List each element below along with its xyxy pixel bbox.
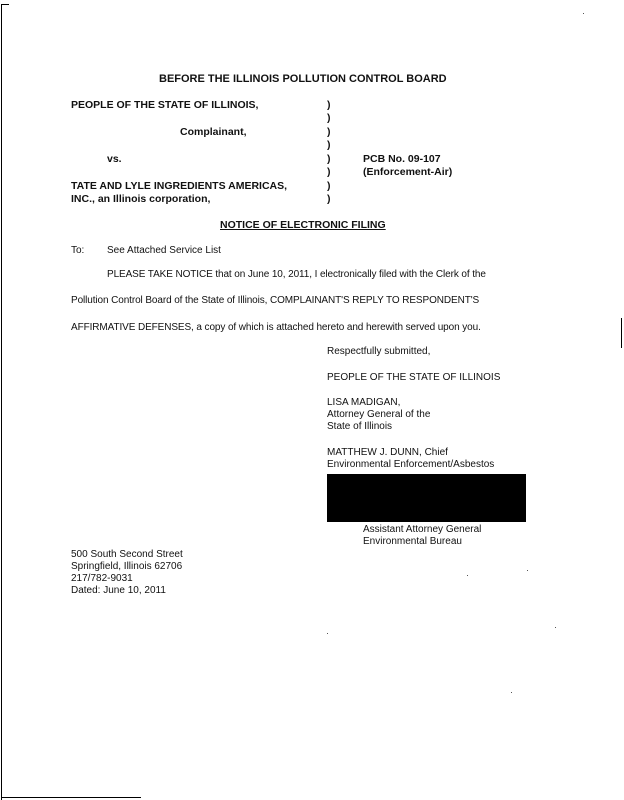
scan-edge-left bbox=[1, 4, 2, 800]
ag-title-line2: State of Illinois bbox=[327, 421, 393, 432]
signer-title-line1: Assistant Attorney General bbox=[363, 524, 482, 535]
ag-name: LISA MADIGAN, bbox=[327, 397, 401, 408]
scan-edge-right bbox=[621, 318, 622, 348]
to-value: See Attached Service List bbox=[107, 245, 221, 256]
body-line-3: AFFIRMATIVE DEFENSES, a copy of which is attached hereto and herewith served upon you. bbox=[71, 322, 481, 333]
body-line-2: Pollution Control Board of the State of Illinois, COMPLAINANT'S REPLY TO RESPONDENT'S bbox=[71, 295, 480, 306]
scan-speck bbox=[583, 13, 584, 14]
versus: vs. bbox=[107, 153, 122, 165]
chief-name: MATTHEW J. DUNN, Chief bbox=[327, 447, 448, 458]
caption-paren: ) bbox=[327, 126, 331, 138]
defendant-name-line1: TATE AND LYLE INGREDIENTS AMERICAS, bbox=[71, 180, 288, 192]
scan-speck bbox=[511, 692, 512, 693]
date-line: Dated: June 10, 2011 bbox=[71, 585, 166, 596]
caption-paren: ) bbox=[327, 193, 331, 205]
address-street: 500 South Second Street bbox=[71, 549, 183, 560]
body-line-1: PLEASE TAKE NOTICE that on June 10, 2011, I electronically filed with the Clerk of the bbox=[107, 269, 486, 280]
address-phone: 217/782-9031 bbox=[71, 573, 133, 584]
caption-paren: ) bbox=[327, 180, 331, 192]
to-label: To: bbox=[71, 245, 85, 256]
ag-title-line1: Attorney General of the bbox=[327, 409, 431, 420]
document-title: BEFORE THE ILLINOIS POLLUTION CONTROL BOARD bbox=[159, 73, 447, 85]
signer-title-line2: Environmental Bureau bbox=[363, 536, 462, 547]
signing-party: PEOPLE OF THE STATE OF ILLINOIS bbox=[327, 372, 501, 383]
caption-paren: ) bbox=[327, 99, 331, 111]
case-type: (Enforcement-Air) bbox=[363, 166, 453, 178]
scan-speck bbox=[527, 570, 528, 571]
caption-paren: ) bbox=[327, 166, 331, 178]
notice-heading: NOTICE OF ELECTRONIC FILING bbox=[220, 219, 386, 231]
caption-paren: ) bbox=[327, 153, 331, 165]
scan-speck bbox=[327, 633, 328, 634]
caption-paren: ) bbox=[327, 139, 331, 151]
redacted-signature bbox=[327, 474, 526, 522]
caption-paren: ) bbox=[327, 112, 331, 124]
address-city: Springfield, Illinois 62706 bbox=[71, 561, 183, 572]
defendant-name-line2: INC., an Illinois corporation, bbox=[71, 193, 211, 205]
scan-speck bbox=[467, 575, 468, 576]
scan-edge-bottom bbox=[1, 797, 141, 798]
scan-speck bbox=[555, 627, 556, 628]
plaintiff-role: Complainant, bbox=[180, 126, 247, 138]
plaintiff-name: PEOPLE OF THE STATE OF ILLINOIS, bbox=[71, 99, 259, 111]
closing: Respectfully submitted, bbox=[327, 346, 431, 357]
case-number: PCB No. 09-107 bbox=[363, 153, 441, 165]
scan-edge-top bbox=[1, 4, 9, 5]
chief-title: Environmental Enforcement/Asbestos bbox=[327, 459, 495, 470]
